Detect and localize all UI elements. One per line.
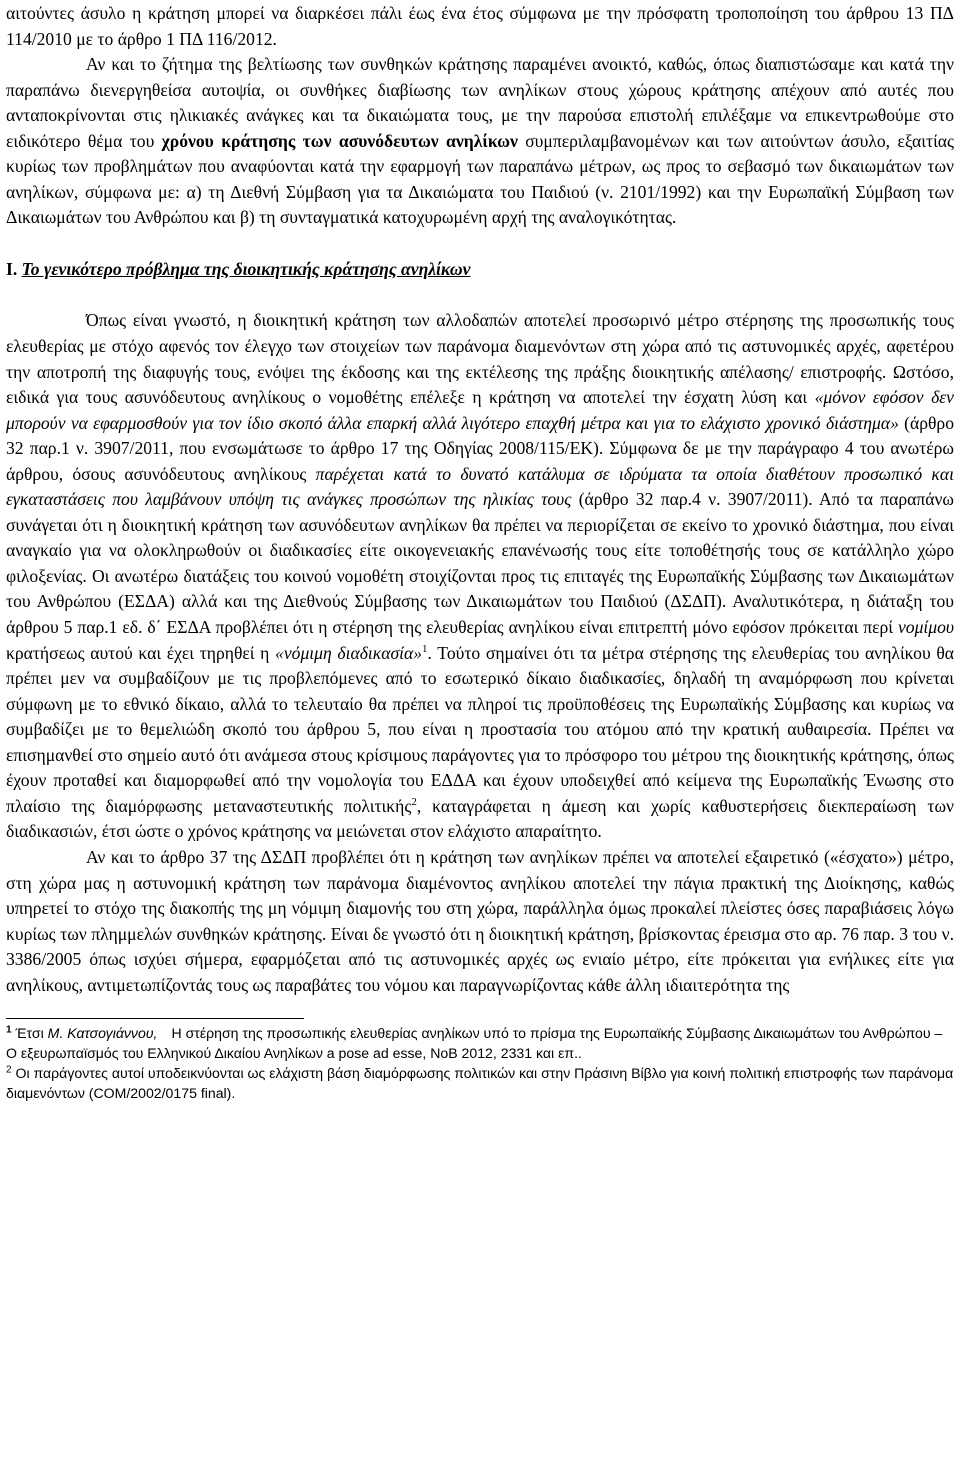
paragraph-text: αιτούντες άσυλο η κράτηση μπορεί να διαρκέσει πάλι έως ένα έτος σύμφωνα με την πρόσφατη τροποποίηση του άρθρου 13 ΠΔ 114/2010 με το άρθρο 1 ΠΔ 116/2012.	[6, 3, 954, 49]
quoted-law-text: παρέχεται κατά το δυνατό κατάλυμα σε ιδρύματα τα οποία διαθέτουν προσωπικό και εγκαταστάσεις που λαμβάνουν υπόψη τις ανάγκες προσώπων της ηλικίας τους	[6, 463, 954, 510]
italic-word: νομίμου	[897, 617, 954, 638]
footnote-author: Μ. Κατσογιάννου,	[47, 1025, 158, 1042]
paragraph-text: Όπως είναι γνωστό, η διοικητική κράτηση των αλλοδαπών αποτελεί προσωρινό μέτρο στέρησης της προσωπικής τους ελευθερίας με στόχο αφενός τον έλεγχο των στοιχείων των παράνομα διαμενόντων στη χώρα από τις αστυνομικές αρχές, αφετέρου την αποτροπή της διαφυγής τους, ενόψει της έκδοσης και της εκτέλεσης της πράξης διοικητικής απέλασης/ επιστροφής. Ωστόσο, ειδικά για τους ασυνόδευτους ανηλίκους ο νομοθέτης επέλεξε η κράτηση να αποτελεί την έσχατη λύση και	[6, 310, 954, 408]
paragraph-continuation	[6, 1, 954, 52]
paragraph-main	[6, 308, 954, 844]
bold-emphasis: χρόνου κράτησης των ασυνόδευτων ανηλίκων	[161, 130, 518, 151]
paragraph-text: Αν και το άρθρο 37 της ΔΣΔΠ προβλέπει ότι η κράτηση των ανηλίκων πρέπει να αποτελεί εξαιρετικό («έσχατο») μέτρο, στη χώρα μας η αστυνομική κράτηση των παράνομα διαμένοντος ανηλίκου αποτελεί την πάγια πρακτική της Διοίκησης, καθώς υπηρετεί το στόχο της διακοπής της μη νόμιμη διαμονής του στη χώρα, παράλληλα όμως προκαλεί πλείστες όσες παραβιάσεις λόγω κυρίως των πλημμελών συνθηκών κράτησης. Είναι δε γνωστό ότι η διοικητική κράτηση, βρίσκοντας έρεισμα στο αρ. 76 παρ. 3 του ν. 3386/2005 όπως ισχύει σήμερα, εφαρμόζεται από τις αστυνομικές αρχές ως ενιαίο μέτρο, είτε πρόκειται για ενήλικες είτε για ανηλίκους, αντιμετωπίζοντάς τους ως παραβάτες του νόμου και παραγνωρίζοντας κάθε άλλη ιδιαιτερότητα της	[6, 846, 954, 995]
section-number: Ι.	[6, 258, 18, 279]
footnote-text: Η στέρηση της προσωπικής ελευθερίας ανηλίκων υπό το πρίσμα της Ευρωπαϊκής Σύμβασης Δικαιωμάτων του Ανθρώπου – Ο εξευρωπαϊσμός του Ελληνικού Δικαίου Ανηλίκων a pose ad esse, ΝοΒ 2012, 2331 και επ..	[6, 1025, 943, 1062]
document-page	[6, 0, 954, 1103]
paragraph-text: (άρθρο 32 παρ.4 ν. 3907/2011). Από τα παραπάνω συνάγεται ότι η διοικητική κράτηση των ασυνόδευτων ανηλίκων θα πρέπει να περιορίζεται σε εκείνο το χρονικό διάστημα, που είναι αναγκαίο για να ολοκληρωθούν οι διαδικασίες είτε οικογενειακής επανένωσής τους είτε τοποθέτησής τους σε κατάλληλο χώρο φιλοξενίας. Οι ανωτέρω διατάξεις του κοινού νομοθέτη στοιχίζονται προς τις επιταγές της Ευρωπαϊκής Σύμβασης των Δικαιωμάτων του Ανθρώπου (ΕΣΔΑ) αλλά και της Διεθνούς Σύμβασης των Δικαιωμάτων του Παιδιού (ΔΣΔΠ). Αναλυτικότερα, η διάταξη του άρθρου 5 παρ.1 εδ. δ΄ ΕΣΔΑ προβλέπει ότι η στέρηση της ελευθερίας ανηλίκου είναι επιτρεπτή μόνο εφόσον πρόκειται περί	[6, 489, 955, 638]
paragraph-text: συμπεριλαμβανομένων και των αιτούντων άσυλο, εξαιτίας κυρίως των προβλημάτων που αναφύονται κατά την εφαρμογή των παραπάνω μέτρων, ως προς το σεβασμό των δικαιωμάτων των ανηλίκων, σύμφωνα με: α) τη Διεθνή Σύμβαση για τα Δικαιώματα του Παιδιού (ν. 2101/1992) και την Ευρωπαϊκή Σύμβαση των Δικαιωμάτων του Ανθρώπου και β) τη συνταγματικά κατοχυρωμένη αρχή της αναλογικότητας.	[6, 130, 954, 228]
italic-phrase: «νόμιμη διαδικασία»	[275, 642, 423, 663]
footnote-ref-2[interactable]: 2	[411, 796, 417, 808]
paragraph-article-37	[6, 845, 954, 998]
footnote-separator	[6, 1018, 304, 1019]
paragraph-text: Αν και το ζήτημα της βελτίωσης των συνθηκών κράτησης παραμένει ανοικτό, καθώς, όπως διαπιστώσαμε και κατά την παραπάνω διενεργηθείσα αυτοψία, οι συνθήκες διαβίωσης των ανηλίκων στους χώρους κράτησης απέχουν από αυτές που ανταποκρίνονται στις ηλικιακές ανάγκες και τα δικαιώματα τους, με την παρούσα επιστολή επιλέξαμε να επικεντρωθούμε στο ειδικότερο θέμα του	[6, 54, 954, 151]
footnote-ref-1[interactable]: 1	[422, 642, 428, 655]
footnote-number: 2	[6, 1064, 12, 1076]
paragraph-text: , καταγράφεται η άμεση και χωρίς καθυστερήσεις διεκπεραίωση των διαδικασιών, έτσι ώστε ο χρόνος κράτησης να μειώνεται στον ελάχιστο απαραίτητο.	[6, 795, 955, 842]
footnotes	[6, 1023, 954, 1103]
footnote-2	[6, 1063, 954, 1103]
quoted-law-text: «μόνον εφόσον δεν μπορούν να εφαρμοσθούν για τον ίδιο σκοπό άλλα επαρκή αλλά λιγότερο επαχθή μέτρα και για το ελάχιστο χρονικό διάστημα»	[6, 387, 954, 433]
paragraph-intro	[6, 52, 954, 231]
footnote-number: 1	[6, 1024, 12, 1036]
footnote-1	[6, 1023, 954, 1063]
footnote-text: Οι παράγοντες αυτοί υποδεικνύονται ως ελάχιστη βάση διαμόρφωσης πολιτικών και στην Πράσινη Βίβλο για κοινή πολιτική επιστροφής των παράνομα διαμενόντων (COM/2002/0175 final).	[6, 1065, 954, 1102]
paragraph-text: . Τούτο σημαίνει ότι τα μέτρα στέρησης της ελευθερίας του ανηλίκου θα πρέπει μεν να συμβαδίζουν με τις προβλεπόμενες από το εσωτερικό δίκαιο διαδικασίες, δηλαδή τη αναμόρφωση που κρίνεται σύμφωνη με το εθνικό δίκαιο, αλλά το τελευταίο θα πρέπει να πληροί τις προϋποθέσεις της Ευρωπαϊκής Σύμβασης και κυρίως να συμβαδίζει με το θεμελιώδη σκοπό του άρθρου 5, που είναι η προστασία του ατόμου από την κρατική αυθαιρεσία. Πρέπει να επισημανθεί στο σημείο αυτό ότι ανάμεσα στους κρίσιμους παράγοντες για το πρόσφορο του μέτρου της διοικητικής κράτησης, όπως έχουν προταθεί και διαμορφωθεί από την νομολογία του ΕΔΔΑ και έχουν υποδειχθεί από κείμενα της Ευρωπαϊκής Ένωσης στο πλαίσιο της διαμόρφωσης μεταναστευτικής πολιτικής	[6, 642, 954, 816]
section-heading	[6, 257, 954, 283]
paragraph-text: (άρθρο 32 παρ.1 ν. 3907/2011, που ενσωμάτωσε το άρθρο 17 της Οδηγίας 2008/115/ΕΚ). Σύμφωνα δε με την παράγραφο 4 του ανωτέρω άρθρου, όσους ασυνόδευτους ανηλίκους	[6, 412, 955, 484]
footnote-text: Έτσι	[11, 1025, 48, 1042]
section-title: Το γενικότερο πρόβλημα της διοικητικής κράτησης ανηλίκων	[21, 258, 471, 279]
paragraph-text: κρατήσεως αυτού και έχει τηρηθεί η	[6, 642, 276, 663]
